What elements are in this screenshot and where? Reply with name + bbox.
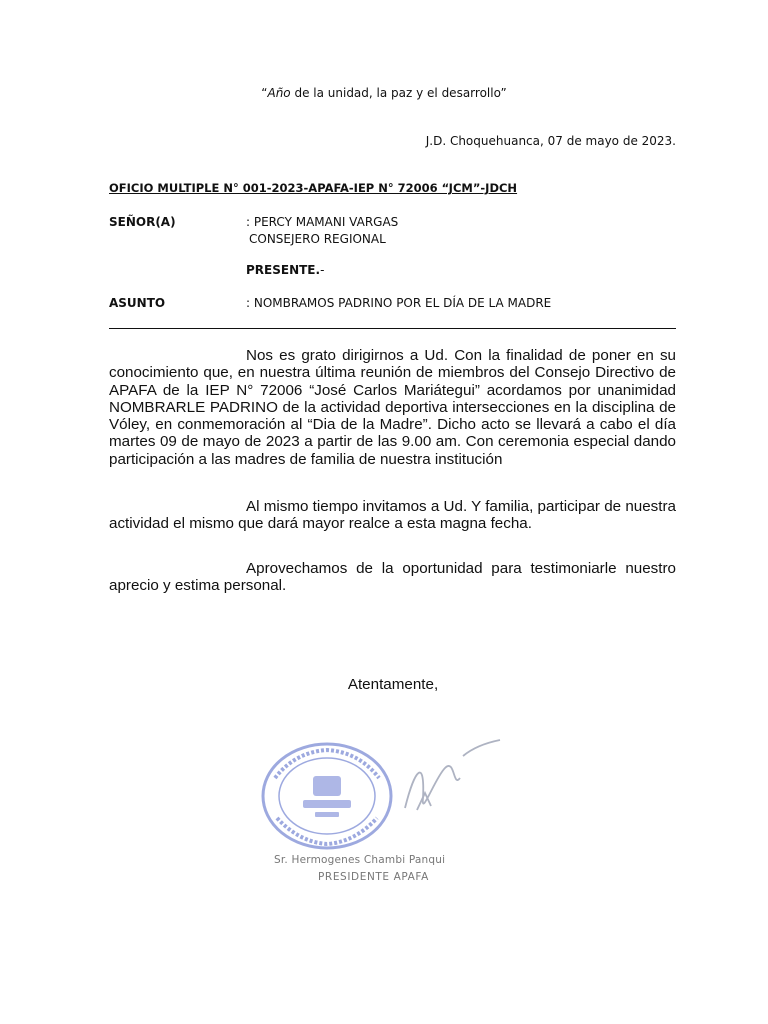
paragraph-3-text: Aprovechamos de la oportunidad para testimoniarle nuestro aprecio y estima personal.	[109, 560, 676, 595]
subject-value: : NOMBRAMOS PADRINO POR EL DÍA DE LA MADRE	[246, 296, 552, 310]
recipient-label: SEÑOR(A)	[109, 215, 176, 229]
paragraph-1-text: Nos es grato dirigirnos a Ud. Con la finalidad de poner en su conocimiento que, en nuestra última reunión de miembros del Consejo Directivo de APAFA de la IEP N° 72006 “José Carlos Mariátegui” acordamos por unanimidad NOMBRARLE PADRINO de la actividad deportiva intersecciones en la disciplina de Vóley, en conmemoración al “Dia de la Madre”. Dicho acto se llevará a cabo el día martes 09 de mayo de 2023 a partir de las 9.00 am. Con ceremonia especial dando participación a las madres de familia de nuestra institución	[109, 347, 676, 468]
paragraph-2-text: Al mismo tiempo invitamos a Ud. Y familia, participar de nuestra actividad el mismo que dará mayor realce a esta magna fecha.	[109, 498, 676, 533]
motto-text: de la unidad, la paz y el desarrollo”	[290, 86, 507, 100]
signatory-name: Sr. Hermogenes Chambi Panqui	[274, 854, 446, 866]
motto-open-quote: “	[261, 86, 268, 100]
body-paragraph-2	[109, 498, 676, 533]
body-paragraph-3	[109, 560, 676, 595]
recipient-name: : PERCY MAMANI VARGAS	[246, 215, 399, 229]
date-line: J.D. Choquehuanca, 07 de mayo de 2023.	[425, 134, 676, 148]
motto-accent: Año	[267, 86, 291, 100]
closing-salutation: Atentamente,	[347, 676, 439, 693]
year-motto	[0, 86, 768, 100]
document-reference: OFICIO MULTIPLE N° 001-2023-APAFA-IEP N° 72006 “JCM”-JDCH	[109, 181, 518, 195]
presente-text: PRESENTE.	[246, 263, 321, 277]
presente-line	[246, 263, 324, 277]
signatory-role: PRESIDENTE APAFA	[318, 871, 429, 883]
presente-suffix: -	[320, 263, 325, 277]
separator-line	[109, 328, 676, 329]
recipient-position: CONSEJERO REGIONAL	[249, 232, 386, 246]
body-paragraph-1	[109, 347, 676, 468]
signature-block	[255, 738, 537, 890]
subject-label: ASUNTO	[109, 296, 166, 310]
official-seal-icon	[255, 738, 537, 890]
